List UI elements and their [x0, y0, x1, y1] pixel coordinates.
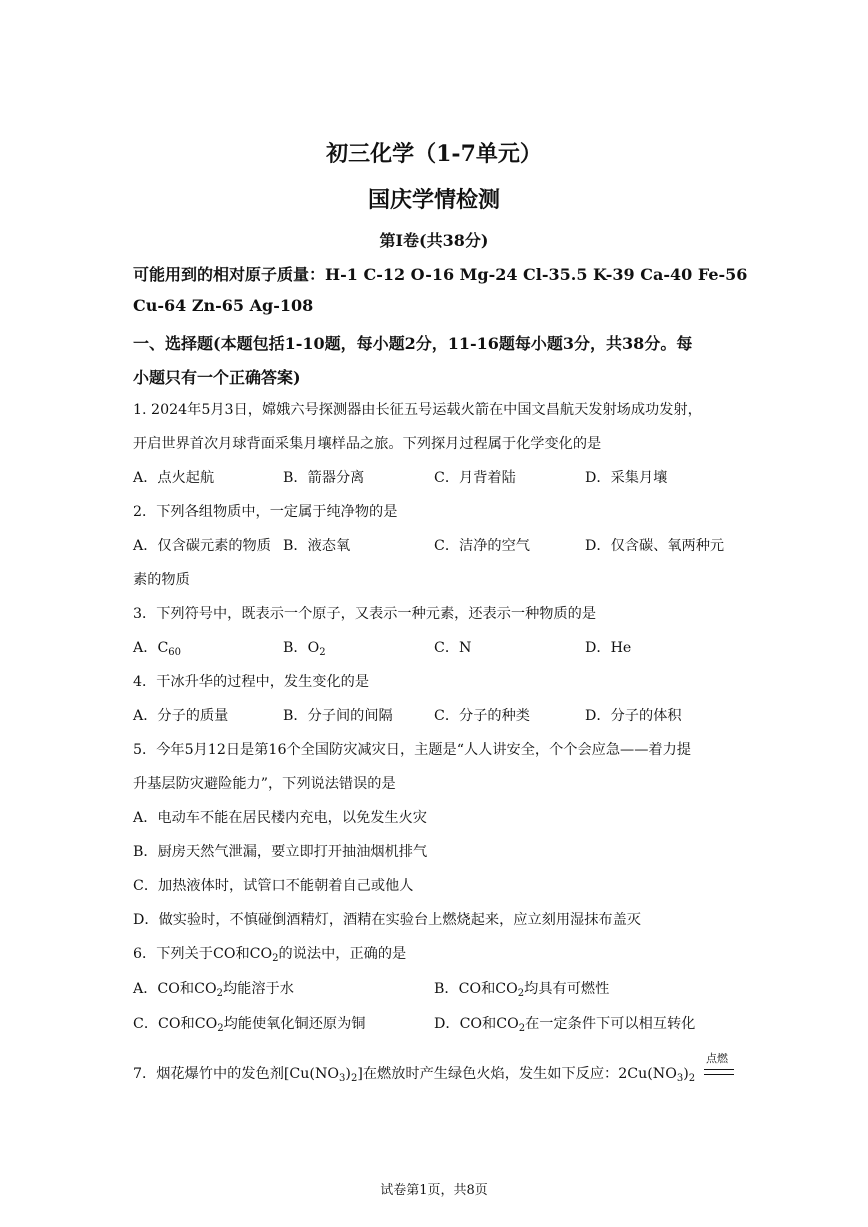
question-2-option-d-continued: 素的物质 [133, 572, 190, 588]
stem-text: 的说法中，正确的是 [278, 946, 407, 962]
question-5-option-c: C．加热液体时，试管口不能朝着自己或他人 [133, 878, 414, 894]
question-6-stem [133, 943, 406, 964]
section-heading-line2: 小题只有一个正确答案) [133, 368, 301, 387]
atomic-mass-line1: 可能用到的相对原子质量：H-1 C-12 O-16 Mg-24 Cl-35.5 K-39 Ca-40 Fe-56 [133, 265, 748, 284]
question-6-option-a [133, 978, 294, 999]
question-6-option-d [434, 1013, 695, 1034]
formula-subscript: 2 [518, 1023, 526, 1034]
question-3-option-d: D．He [585, 640, 632, 656]
option-text: C．CO和CO [133, 1016, 218, 1032]
option-text: D．CO和CO [434, 1016, 519, 1032]
question-3-option-b [283, 637, 326, 658]
question-2-option-d: D．仅含碳、氧两种元 [585, 538, 725, 554]
question-4-option-c: C．分子的种类 [434, 708, 530, 724]
stem-text: ) [345, 1066, 351, 1082]
question-1-stem-line2: 开启世界首次月球背面采集月壤样品之旅。下列探月过程属于化学变化的是 [133, 436, 602, 452]
question-2-option-a: A．仅含碳元素的物质 [133, 538, 271, 554]
reaction-equals-sign [704, 1069, 734, 1075]
page-footer: 试卷第1页，共8页 [380, 1183, 488, 1198]
question-6-option-b [434, 978, 609, 999]
question-1-stem-line1: 1. 2024年5月3日，嫦娥六号探测器由长征五号运载火箭在中国文昌航天发射场成功发射， [133, 402, 702, 418]
formula-subscript: 2 [688, 1073, 696, 1084]
option-text: B．CO和CO [434, 981, 518, 997]
formula-subscript: 60 [168, 647, 182, 658]
option-text: 均能溶于水 [222, 981, 294, 997]
option-text: 均具有可燃性 [524, 981, 610, 997]
formula-subscript: 3 [676, 1073, 684, 1084]
question-1-option-d: D．采集月壤 [585, 470, 668, 486]
option-text: 在一定条件下可以相互转化 [525, 1016, 696, 1032]
option-text: 均能使氧化铜还原为铜 [223, 1016, 366, 1032]
page-subtitle: 国庆学情检测 [367, 187, 500, 213]
question-5-stem-line1: 5．今年5月12日是第16个全国防灾减灾日，主题是“人人讲安全，个个会应急——着力提 [133, 742, 691, 758]
question-5-option-d: D．做实验时，不慎碰倒酒精灯，酒精在实验台上燃烧起来，应立刻用湿抹布盖灭 [133, 912, 641, 928]
question-1-option-b: B．箭器分离 [283, 470, 365, 486]
formula-subscript: 2 [319, 647, 326, 658]
formula-subscript: 2 [517, 988, 525, 999]
formula-symbol: O [307, 640, 320, 656]
question-1-option-c: C．月背着陆 [434, 470, 516, 486]
option-text: A．CO和CO [133, 981, 217, 997]
question-4-option-b: B．分子间的间隔 [283, 708, 393, 724]
question-2-option-c: C．洁净的空气 [434, 538, 530, 554]
question-1-option-a: A．点火起航 [133, 470, 215, 486]
option-label: B． [283, 640, 308, 656]
atomic-mass-line2: Cu-64 Zn-65 Ag-108 [133, 296, 314, 315]
question-3-stem: 3．下列符号中，既表示一个原子，又表示一种元素，还表示一种物质的是 [133, 606, 597, 622]
stem-text: ]在燃放时产生绿色火焰，发生如下反应：2Cu(NO [357, 1066, 677, 1082]
stem-text: 6．下列关于CO和CO [133, 946, 273, 962]
formula-symbol: C [157, 640, 169, 656]
option-label: A． [133, 640, 158, 656]
formula-subscript: 3 [339, 1073, 346, 1084]
question-5-option-b: B．厨房天然气泄漏，要立即打开抽油烟机排气 [133, 844, 428, 860]
question-2-option-b: B．液态氧 [283, 538, 351, 554]
formula-subscript: 2 [217, 1023, 224, 1034]
question-4-option-a: A．分子的质量 [133, 708, 229, 724]
question-4-stem: 4．干冰升华的过程中，发生变化的是 [133, 674, 370, 690]
question-3-option-a [133, 637, 181, 658]
formula-subscript: 2 [350, 1073, 358, 1084]
stem-text: ) [683, 1066, 689, 1082]
question-3-option-c: C．N [434, 640, 472, 656]
section-heading-line1: 一、选择题(本题包括1-10题，每小题2分，11-16题每小题3分，共38分。每 [133, 334, 693, 353]
formula-subscript: 2 [272, 953, 279, 964]
stem-text: 7．烟花爆竹中的发色剂[Cu(NO [133, 1066, 340, 1082]
reaction-condition-label: 点燃 [706, 1052, 728, 1065]
formula-subscript: 2 [216, 988, 223, 999]
page-title: 初三化学（1-7单元） [326, 141, 542, 167]
question-2-stem: 2．下列各组物质中，一定属于纯净物的是 [133, 504, 398, 520]
volume-heading: 第I卷(共38分) [379, 231, 489, 250]
question-7-stem [133, 1063, 695, 1084]
question-5-stem-line2: 升基层防灾避险能力”，下列说法错误的是 [133, 776, 396, 792]
question-4-option-d: D．分子的体积 [585, 708, 682, 724]
question-5-option-a: A．电动车不能在居民楼内充电，以免发生火灾 [133, 810, 427, 826]
question-6-option-c [133, 1013, 365, 1034]
